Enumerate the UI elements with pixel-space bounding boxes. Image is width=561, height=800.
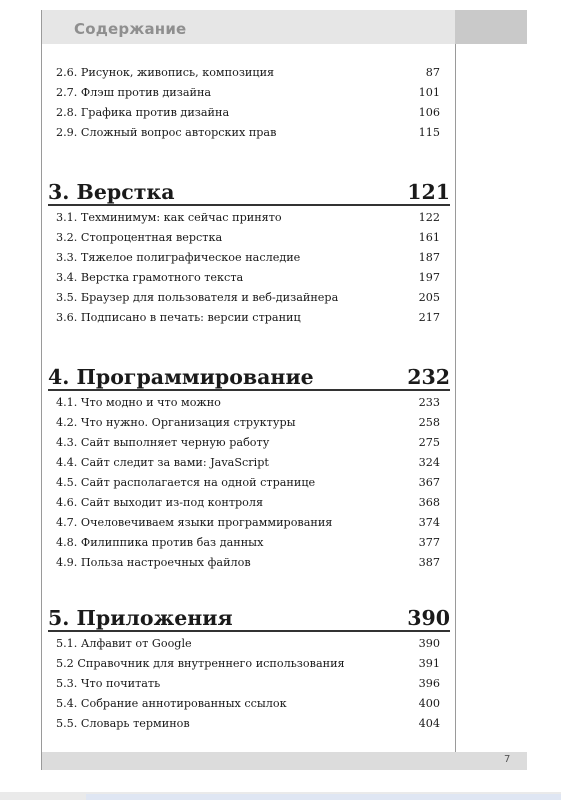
toc-entry-page-number: 258 bbox=[418, 416, 440, 429]
toc-entry bbox=[56, 495, 440, 511]
left-border-line bbox=[41, 10, 42, 770]
right-border-line bbox=[455, 44, 456, 752]
toc-entry-page-number: 122 bbox=[418, 211, 440, 224]
toc-entry bbox=[56, 65, 440, 81]
toc-entry-title: 3.6. Подписано в печать: версии страниц bbox=[56, 311, 301, 324]
chapter-heading-page-number: 390 bbox=[407, 606, 450, 630]
toc-entry bbox=[56, 85, 440, 101]
chapter-heading bbox=[48, 364, 450, 390]
toc-entry-page-number: 101 bbox=[418, 86, 440, 99]
toc-entry bbox=[56, 395, 440, 411]
toc-entry-title: 4.3. Сайт выполняет черную работу bbox=[56, 436, 270, 449]
toc-entry-page-number: 396 bbox=[418, 677, 440, 690]
page-title: Содержание bbox=[74, 20, 187, 38]
toc-entry bbox=[56, 270, 440, 286]
toc-entry bbox=[56, 716, 440, 732]
toc-entry-title: 5.3. Что почитать bbox=[56, 677, 161, 690]
footer-bar bbox=[42, 752, 527, 770]
toc-entry-page-number: 233 bbox=[418, 396, 440, 409]
page-number: 7 bbox=[504, 754, 511, 765]
chapter-rule bbox=[48, 389, 450, 391]
toc-entry-title: 3.4. Верстка грамотного текста bbox=[56, 271, 244, 284]
bottom-strip-accent bbox=[86, 794, 561, 800]
chapter-heading bbox=[48, 179, 450, 205]
toc-entry-title: 3.3. Тяжелое полиграфическое наследие bbox=[56, 251, 301, 264]
toc-entry-page-number: 161 bbox=[418, 231, 440, 244]
toc-entry-title: 5.1. Алфавит от Google bbox=[56, 637, 192, 650]
chapter-heading-title: 4. Программирование bbox=[48, 365, 314, 389]
header-corner-block bbox=[455, 10, 527, 44]
toc-entry-title: 4.9. Польза настроечных файлов bbox=[56, 556, 251, 569]
toc-entry-page-number: 106 bbox=[418, 106, 440, 119]
toc-entry-page-number: 217 bbox=[418, 311, 440, 324]
toc-entry-title: 2.9. Сложный вопрос авторских прав bbox=[56, 126, 277, 139]
toc-entry-title: 3.1. Техминимум: как сейчас принято bbox=[56, 211, 282, 224]
toc-entry-page-number: 377 bbox=[418, 536, 440, 549]
toc-entry-page-number: 187 bbox=[418, 251, 440, 264]
toc-entry-page-number: 197 bbox=[418, 271, 440, 284]
toc-entry bbox=[56, 656, 440, 672]
toc-entry bbox=[56, 415, 440, 431]
chapter-heading-page-number: 232 bbox=[407, 365, 450, 389]
chapter-heading-page-number: 121 bbox=[407, 180, 450, 204]
toc-entry-page-number: 205 bbox=[418, 291, 440, 304]
chapter-rule bbox=[48, 204, 450, 206]
toc-entry bbox=[56, 435, 440, 451]
toc-entry-title: 2.7. Флэш против дизайна bbox=[56, 86, 212, 99]
chapter-heading-title: 3. Верстка bbox=[48, 180, 175, 204]
toc-entry bbox=[56, 210, 440, 226]
toc-entry bbox=[56, 515, 440, 531]
toc-entry-title: 4.5. Сайт располагается на одной странице bbox=[56, 476, 316, 489]
toc-entry-title: 4.8. Филиппика против баз данных bbox=[56, 536, 264, 549]
toc-entry bbox=[56, 636, 440, 652]
toc-entry bbox=[56, 475, 440, 491]
toc-entry-page-number: 387 bbox=[418, 556, 440, 569]
toc-entry bbox=[56, 125, 440, 141]
toc-entry-title: 2.6. Рисунок, живопись, композиция bbox=[56, 66, 275, 79]
toc-entry-title: 4.2. Что нужно. Организация структуры bbox=[56, 416, 296, 429]
toc-entry bbox=[56, 105, 440, 121]
toc-entry-page-number: 368 bbox=[418, 496, 440, 509]
toc-entry-title: 3.5. Браузер для пользователя и веб-дизайнера bbox=[56, 291, 339, 304]
toc-entry bbox=[56, 696, 440, 712]
toc-entry-page-number: 404 bbox=[418, 717, 440, 730]
toc-entry-page-number: 374 bbox=[418, 516, 440, 529]
toc-entry-page-number: 115 bbox=[418, 126, 440, 139]
toc-entry bbox=[56, 555, 440, 571]
chapter-heading bbox=[48, 605, 450, 631]
toc-entry-title: 4.1. Что модно и что можно bbox=[56, 396, 221, 409]
toc-entry-page-number: 275 bbox=[418, 436, 440, 449]
toc-entry bbox=[56, 250, 440, 266]
toc-entry bbox=[56, 455, 440, 471]
toc-entry bbox=[56, 535, 440, 551]
toc-entry-page-number: 400 bbox=[418, 697, 440, 710]
toc-entry bbox=[56, 290, 440, 306]
toc-entry bbox=[56, 310, 440, 326]
chapter-heading-title: 5. Приложения bbox=[48, 606, 233, 630]
toc-entry-title: 4.7. Очеловечиваем языки программирования bbox=[56, 516, 333, 529]
toc-entry-title: 3.2. Стопроцентная верстка bbox=[56, 231, 223, 244]
toc-entry-page-number: 87 bbox=[425, 66, 440, 79]
toc-entry-title: 2.8. Графика против дизайна bbox=[56, 106, 230, 119]
toc-entry-page-number: 391 bbox=[418, 657, 440, 670]
toc-entry-title: 5.4. Собрание аннотированных ссылок bbox=[56, 697, 287, 710]
toc-entry-title: 4.4. Сайт следит за вами: JavaScript bbox=[56, 456, 269, 469]
toc-entry-page-number: 324 bbox=[418, 456, 440, 469]
toc-entry bbox=[56, 230, 440, 246]
toc-entry-title: 5.2 Справочник для внутреннего использования bbox=[56, 657, 345, 670]
chapter-rule bbox=[48, 630, 450, 632]
toc-entry bbox=[56, 676, 440, 692]
toc-entry-title: 4.6. Сайт выходит из-под контроля bbox=[56, 496, 264, 509]
toc-entry-page-number: 367 bbox=[418, 476, 440, 489]
toc-entry-page-number: 390 bbox=[418, 637, 440, 650]
toc-entry-title: 5.5. Словарь терминов bbox=[56, 717, 190, 730]
